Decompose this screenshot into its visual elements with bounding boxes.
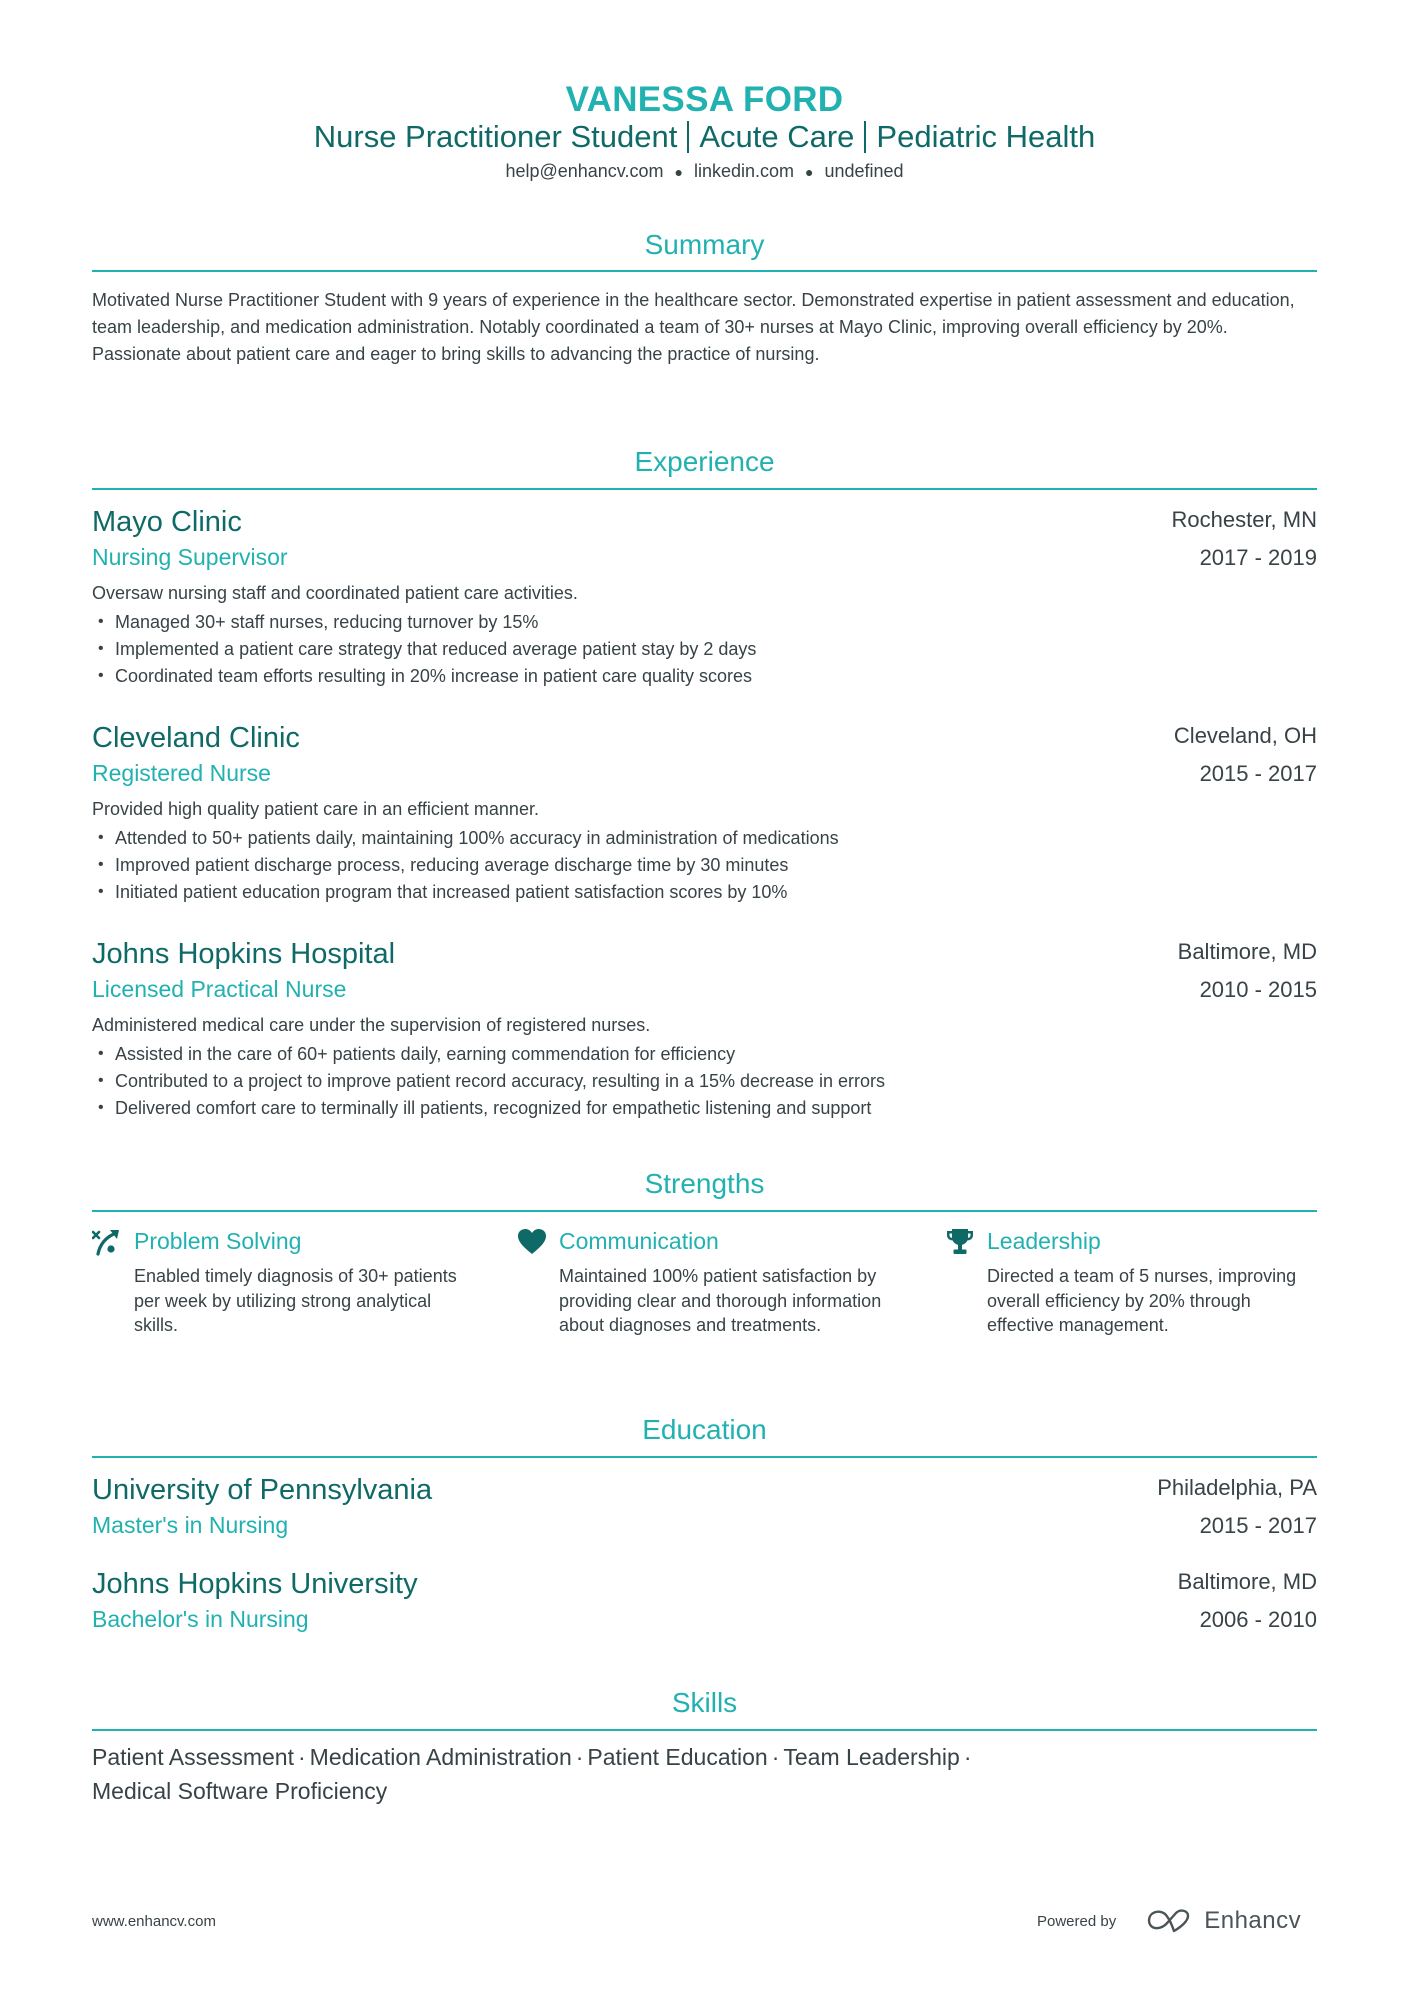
bullet-item: • Attended to 50+ patients daily, maintaining 100% accuracy in administration of medications <box>92 825 839 852</box>
skill-separator: · <box>575 1744 584 1770</box>
bullet-item: • Managed 30+ staff nurses, reducing turnover by 15% <box>92 609 756 636</box>
job-location: Baltimore, MD <box>1177 939 1317 964</box>
job-location: Cleveland, OH <box>1173 723 1317 748</box>
enhancv-brand-name: Enhancv <box>1204 1907 1302 1934</box>
linkedin-link[interactable]: linkedin.com <box>693 161 794 181</box>
bullet-item: • Improved patient discharge process, reducing average discharge time by 30 minutes <box>92 852 839 879</box>
job-location: Rochester, MN <box>1171 507 1317 532</box>
section-heading-skills: Skills <box>671 1687 738 1718</box>
skill-item: Team Leadership <box>783 1744 960 1770</box>
strength-description: Directed a team of 5 nurses, improving overall efficiency by 20% through effective management. <box>987 1266 1297 1335</box>
skill-item: Medication Administration <box>309 1744 572 1770</box>
title-part: Acute Care <box>699 119 855 154</box>
bullet-item: • Contributed to a project to improve patient record accuracy, resulting in a 15% decrease in errors <box>92 1068 885 1095</box>
bullet-item: • Coordinated team efforts resulting in 20% increase in patient care quality scores <box>92 663 756 690</box>
strength-description: Maintained 100% patient satisfaction by providing clear and thorough information about diagnoses and treatments. <box>559 1266 882 1335</box>
strength-title: Communication <box>559 1228 719 1254</box>
title-part: Pediatric Health <box>876 119 1096 154</box>
job-description: Oversaw nursing staff and coordinated patient care activities. <box>92 583 578 603</box>
skill-item: Patient Assessment <box>92 1744 294 1770</box>
section-heading-summary: Summary <box>644 229 765 260</box>
footer-website-link[interactable]: www.enhancv.com <box>92 1913 216 1930</box>
section-divider <box>92 270 1317 272</box>
enhancv-logo-icon <box>1146 1908 1192 1934</box>
job-description: Administered medical care under the supervision of registered nurses. <box>92 1015 651 1035</box>
degree: Master's in Nursing <box>92 1512 289 1538</box>
company-name: Johns Hopkins Hospital <box>92 938 396 970</box>
job-description: Provided high quality patient care in an efficient manner. <box>92 799 539 819</box>
powered-by-badge[interactable] <box>1037 1906 1301 1936</box>
powered-by-label: Powered by <box>1037 1912 1117 1930</box>
school-name: Johns Hopkins University <box>92 1568 418 1600</box>
title-separator <box>864 121 866 153</box>
trophy-icon <box>945 1228 975 1256</box>
title-separator <box>687 121 689 153</box>
skills-list <box>92 1740 1317 1808</box>
section-heading-education: Education <box>642 1414 767 1445</box>
school-name: University of Pennsylvania <box>92 1474 433 1506</box>
section-divider <box>92 488 1317 490</box>
education-dates: 2006 - 2010 <box>1199 1607 1317 1632</box>
school-location: Philadelphia, PA <box>1157 1475 1317 1500</box>
bullet-item: • Implemented a patient care strategy that reduced average patient stay by 2 days <box>92 636 756 663</box>
job-role: Licensed Practical Nurse <box>92 976 347 1002</box>
degree: Bachelor's in Nursing <box>92 1606 309 1632</box>
candidate-name: VANESSA FORD <box>565 80 844 119</box>
section-divider <box>92 1729 1317 1731</box>
bullet-item: • Delivered comfort care to terminally ill patients, recognized for empathetic listening and support <box>92 1095 885 1122</box>
contact-info <box>92 160 1317 183</box>
section-heading-strengths: Strengths <box>644 1168 765 1199</box>
job-dates: 2010 - 2015 <box>1199 977 1317 1002</box>
title-part: Nurse Practitioner Student <box>313 119 678 154</box>
strength-title: Problem Solving <box>134 1228 302 1254</box>
strategy-icon <box>92 1228 122 1256</box>
company-name: Cleveland Clinic <box>92 722 300 754</box>
bullet-item: • Assisted in the care of 60+ patients daily, earning commendation for efficiency <box>92 1041 885 1068</box>
candidate-title <box>92 120 1317 154</box>
job-dates: 2017 - 2019 <box>1199 545 1317 570</box>
section-divider <box>92 1456 1317 1458</box>
skill-item: Medical Software Proficiency <box>92 1778 388 1804</box>
section-heading-experience: Experience <box>634 446 775 477</box>
resume-page <box>92 0 1317 1995</box>
company-name: Mayo Clinic <box>92 506 242 538</box>
job-bullets <box>92 1041 885 1122</box>
bullet-item: • Initiated patient education program that increased patient satisfaction scores by 10% <box>92 879 839 906</box>
section-divider <box>92 1210 1317 1212</box>
skill-separator: · <box>963 1744 972 1770</box>
school-location: Baltimore, MD <box>1177 1569 1317 1594</box>
heart-icon <box>517 1228 547 1256</box>
skill-item: Patient Education <box>587 1744 768 1770</box>
summary-text: Motivated Nurse Practitioner Student with 9 years of experience in the healthcare sector. Demonstrated expertise in patient assessment and education, team leadership, and medication administration. Notably coordinated a team of 30+ nurses at Mayo Clinic, improving overall efficiency by 20%. Passionate about patient care and eager to bring skills to advancing the practice of nursing. <box>92 290 1295 364</box>
job-bullets <box>92 825 839 906</box>
strength-description: Enabled timely diagnosis of 30+ patients per week by utilizing strong analytical skills. <box>134 1266 457 1335</box>
job-dates: 2015 - 2017 <box>1199 761 1317 786</box>
contact-extra: undefined <box>824 161 904 181</box>
education-dates: 2015 - 2017 <box>1199 1513 1317 1538</box>
job-bullets <box>92 609 756 690</box>
strength-title: Leadership <box>987 1228 1101 1254</box>
contact-separator: ● <box>805 164 814 180</box>
job-role: Registered Nurse <box>92 760 271 786</box>
skill-separator: · <box>771 1744 780 1770</box>
email-link[interactable]: help@enhancv.com <box>505 161 664 181</box>
contact-separator: ● <box>674 164 683 180</box>
job-role: Nursing Supervisor <box>92 544 288 570</box>
skill-separator: · <box>298 1744 306 1770</box>
